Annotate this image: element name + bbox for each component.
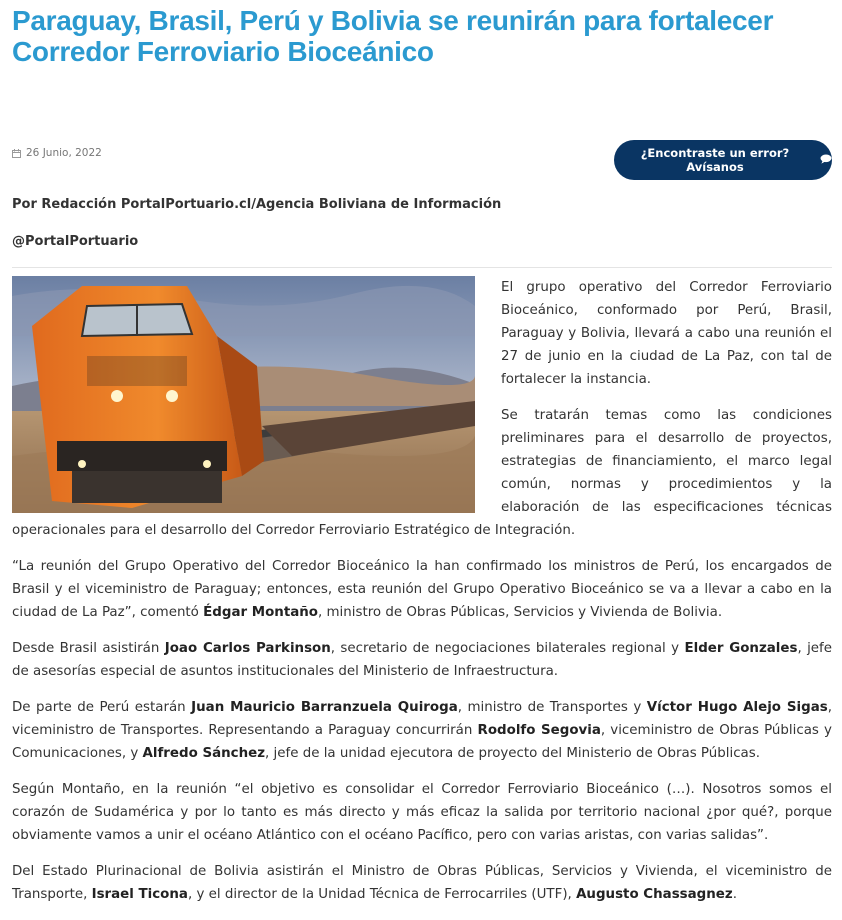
calendar-icon <box>12 149 21 158</box>
person-name: Joao Carlos Parkinson <box>164 641 331 656</box>
person-name: Augusto Chassagnez <box>576 887 733 902</box>
article-title: Paraguay, Brasil, Perú y Bolivia se reunirán para fortalecer Corredor Ferroviario Bioceánico <box>12 5 774 67</box>
article-body <box>12 276 832 919</box>
paragraph-text: , ministro de Obras Públicas, Servicios y Vivienda de Bolivia. <box>318 605 723 620</box>
person-name: Alfredo Sánchez <box>142 746 266 761</box>
article-paragraph <box>12 860 832 906</box>
speech-bubble-icon <box>820 153 832 167</box>
paragraph-text: , viceministro de Obras Públicas y Comunicaciones, y <box>12 723 832 761</box>
paragraph-text: , jefe de asesorías especial de asuntos institucionales del Ministerio de Infraestructura. <box>12 641 832 679</box>
paragraph-text: , secretario de negociaciones bilaterales regional y <box>330 641 685 656</box>
paragraph-text: Se tratarán temas como las condiciones preliminares para el desarrollo de proyectos, estrategias de financiamiento, el marco legal común, normas y procedimientos y la elaboración de las especificaciones técnicas operacionales para el desarrollo del Corredor Ferroviario Estratégico de Integración. <box>12 408 832 538</box>
article-paragraph <box>12 555 832 624</box>
report-error-button[interactable] <box>614 140 832 180</box>
paragraph-text: . <box>732 887 737 902</box>
paragraph-text: , jefe de la unidad ejecutora de proyecto del Ministerio de Obras Públicas. <box>265 746 760 761</box>
divider <box>12 267 832 268</box>
paragraph-text: Del Estado Plurinacional de Bolivia asistirán el Ministro de Obras Públicas, Servicios y Vivienda, el viceministro de Transporte, <box>12 864 832 902</box>
paragraph-text: , y el director de la Unidad Técnica de Ferrocarriles (UTF), <box>187 887 577 902</box>
paragraph-text: “La reunión del Grupo Operativo del Corredor Bioceánico la han confirmado los ministros de Perú, los encargados de Brasil y el viceministro de Paraguay; entonces, esta reunión del Grupo Operativo Bioceánico se va a llevar a cabo en la ciudad de La Paz”, comentó <box>12 559 832 620</box>
paragraph-text: , viceministro de Transportes. Representando a Paraguay concurrirán <box>12 700 832 738</box>
person-name: Israel Ticona <box>91 887 188 902</box>
person-name: Rodolfo Segovia <box>477 723 601 738</box>
paragraph-text: Según Montaño, en la reunión “el objetivo es consolidar el Corredor Ferroviario Bioceánico (…). Nosotros somos el corazón de Sudamérica y por lo tanto es más directo y más eficaz la salida por territorio nacional ¿por qué?, porque obviamente vamos a unir el océano Atlántico con el océano Pacífico, pero con varias aristas, con varias salidas”. <box>12 782 832 843</box>
article-paragraph <box>12 696 832 765</box>
person-name: Víctor Hugo Alejo Sigas <box>646 700 828 715</box>
article-date-text: 26 Junio, 2022 <box>26 147 102 159</box>
paragraph-text: , ministro de Transportes y <box>457 700 647 715</box>
article-byline: Por Redacción PortalPortuario.cl/Agencia Boliviana de Información <box>12 197 502 212</box>
paragraph-text: De parte de Perú estarán <box>12 700 192 715</box>
twitter-handle: @PortalPortuario <box>12 234 139 249</box>
paragraph-text: Desde Brasil asistirán <box>12 641 165 656</box>
report-error-label: ¿Encontraste un error? Avísanos <box>640 146 790 174</box>
person-name: Elder Gonzales <box>684 641 798 656</box>
article-photo-train <box>12 276 475 513</box>
paragraph-text: El grupo operativo del Corredor Ferroviario Bioceánico, conformado por Perú, Brasil, Paraguay y Bolivia, llevará a cabo una reunión el 27 de junio en la ciudad de La Paz, con tal de fortalecer la instancia. <box>501 280 832 387</box>
person-name: Juan Mauricio Barranzuela Quiroga <box>191 700 458 715</box>
article-date <box>12 147 102 159</box>
article-paragraph <box>12 637 832 683</box>
article-paragraph <box>12 778 832 847</box>
person-name: Édgar Montaño <box>203 605 318 620</box>
